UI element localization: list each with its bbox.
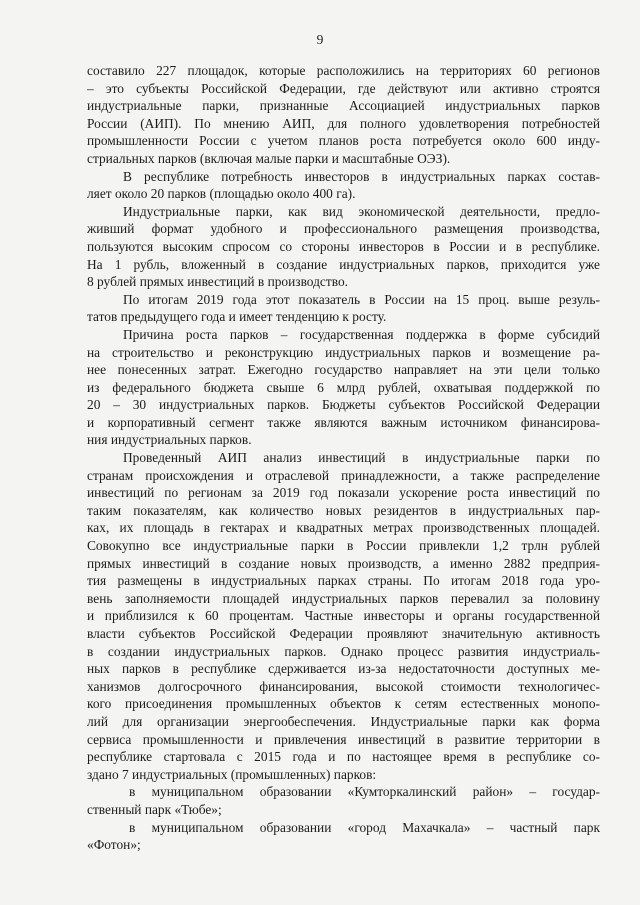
text-line: республике стартовала с 2015 года и по настоящее время в республике со-	[87, 749, 600, 765]
document-body	[87, 62, 600, 854]
text-line: Причина роста парков – государственная поддержка в форме субсидий	[123, 326, 600, 342]
text-line: власти субъектов Российской Федерации проявляют значительную активность	[87, 626, 600, 641]
text-line: На 1 рубль, вложенный в создание индустриальных парков, приходится уже	[87, 256, 600, 272]
text-line: и приблизился к 60 процентам. Частные инвесторы и органы государственной	[87, 608, 600, 624]
text-line: таким показателям, как количество новых резидентов в индустриальных пар-	[87, 502, 600, 518]
text-line: кого присоединения промышленных объектов к сетям естественных монопо-	[87, 696, 600, 712]
text-line: в муниципальном образовании «город Махачкала» – частный парк	[129, 819, 600, 835]
text-line: составило 227 площадок, которые расположились на территориях 60 регионов	[87, 63, 600, 78]
text-line: 20 – 30 индустриальных парков. Бюджеты субъектов Российской Федерации	[87, 397, 600, 413]
text-line: В республике потребность инвесторов в индустриальных парках состав-	[123, 168, 600, 184]
text-line: «Фотон»;	[87, 837, 141, 853]
paragraph-parks-demand	[87, 203, 600, 291]
text-line: лий для организации энергообеспечения. Индустриальные парки как форма	[87, 713, 600, 729]
text-line: пользуются высоким спросом со стороны инвесторов в России и в республике.	[87, 238, 600, 254]
text-line: прямых инвестиций в создание новых производств, а именно 2882 предприя-	[87, 555, 600, 571]
page-number: 9	[316, 32, 324, 47]
text-line: ния индустриальных парков.	[87, 432, 252, 448]
list-item-foton-park	[87, 819, 600, 854]
text-line: тия размещены в индустриальных парках страны. По итогам 2018 года уро-	[87, 573, 600, 589]
text-line: – это субъекты Российской Федерации, где действуют или активно строятся	[87, 80, 600, 96]
text-line: Проведенный АИП анализ инвестиций в индустриальные парки по	[123, 450, 600, 466]
text-line: татов предыдущего года и имеет тенденцию к росту.	[87, 309, 387, 325]
text-line: России (АИП). По мнению АИП, для полного удовлетворения потребностей	[87, 115, 600, 131]
paragraph-republic-demand	[87, 168, 600, 203]
text-line: вень заполняемости площадей индустриальных парков перевалил за половину	[87, 590, 600, 606]
text-line: из федерального бюджета свыше 6 млрд рублей, охватывая поддержкой по	[87, 379, 600, 395]
text-line: здано 7 индустриальных (промышленных) парков:	[87, 766, 377, 782]
text-line: живший формат удобного и профессионального размещения производства,	[87, 221, 600, 237]
text-line: промышленности России с учетом планов роста потребуется около 600 инду-	[87, 133, 600, 149]
paragraph-growth-reason	[87, 326, 600, 449]
text-line: ственный парк «Тюбе»;	[87, 801, 222, 817]
text-line: странам происхождения и отраслевой принадлежности, а также распределение	[87, 467, 600, 483]
text-line: в муниципальном образовании «Кумторкалинский район» – государ-	[129, 784, 600, 800]
text-line: Индустриальные парки, как вид экономической деятельности, предло-	[123, 203, 600, 219]
text-line: инвестиций по регионам за 2019 год показали ускорение роста инвестиций по	[87, 485, 600, 501]
text-line: на строительство и реконструкцию индустриальных парков и возмещение ра-	[87, 344, 600, 360]
text-line: Совокупно все индустриальные парки в России привлекли 1,2 трлн рублей	[87, 538, 600, 554]
text-line: ных парков в республике сдерживается из-за недостаточности доступных ме-	[87, 661, 600, 677]
text-line: 8 рублей прямых инвестиций в производство.	[87, 274, 348, 290]
paragraph-2019-results	[87, 291, 600, 326]
text-line: нее понесенных затрат. Ежегодно государство направляет на эти цели только	[87, 362, 600, 378]
text-line: сервиса промышленности и привлечения инвестиций в развитие территории в	[87, 731, 600, 747]
paragraph-aip-analysis	[87, 449, 600, 783]
text-line: и корпоративный сегмент также являются важным источником финансирова-	[87, 414, 600, 430]
text-line: ляет около 20 парков (площадью около 400 га).	[87, 186, 356, 202]
text-line: ках, их площадь в гектарах и квадратных метрах производственных площадей.	[87, 520, 600, 536]
text-line: индустриальные парки, признанные Ассоциацией индустриальных парков	[87, 98, 600, 114]
text-line: в создании индустриальных парков. Однако процесс развития индустриаль-	[87, 643, 600, 659]
text-line: ханизмов долгосрочного финансирования, высокой стоимости технологичес-	[87, 678, 600, 694]
list-item-tyube-park	[87, 783, 600, 818]
text-line: стриальных парков (включая малые парки и масштабные ОЭЗ).	[87, 150, 451, 166]
paragraph-sites-overview	[87, 62, 600, 168]
text-line: По итогам 2019 года этот показатель в России на 15 проц. выше резуль-	[123, 291, 600, 307]
